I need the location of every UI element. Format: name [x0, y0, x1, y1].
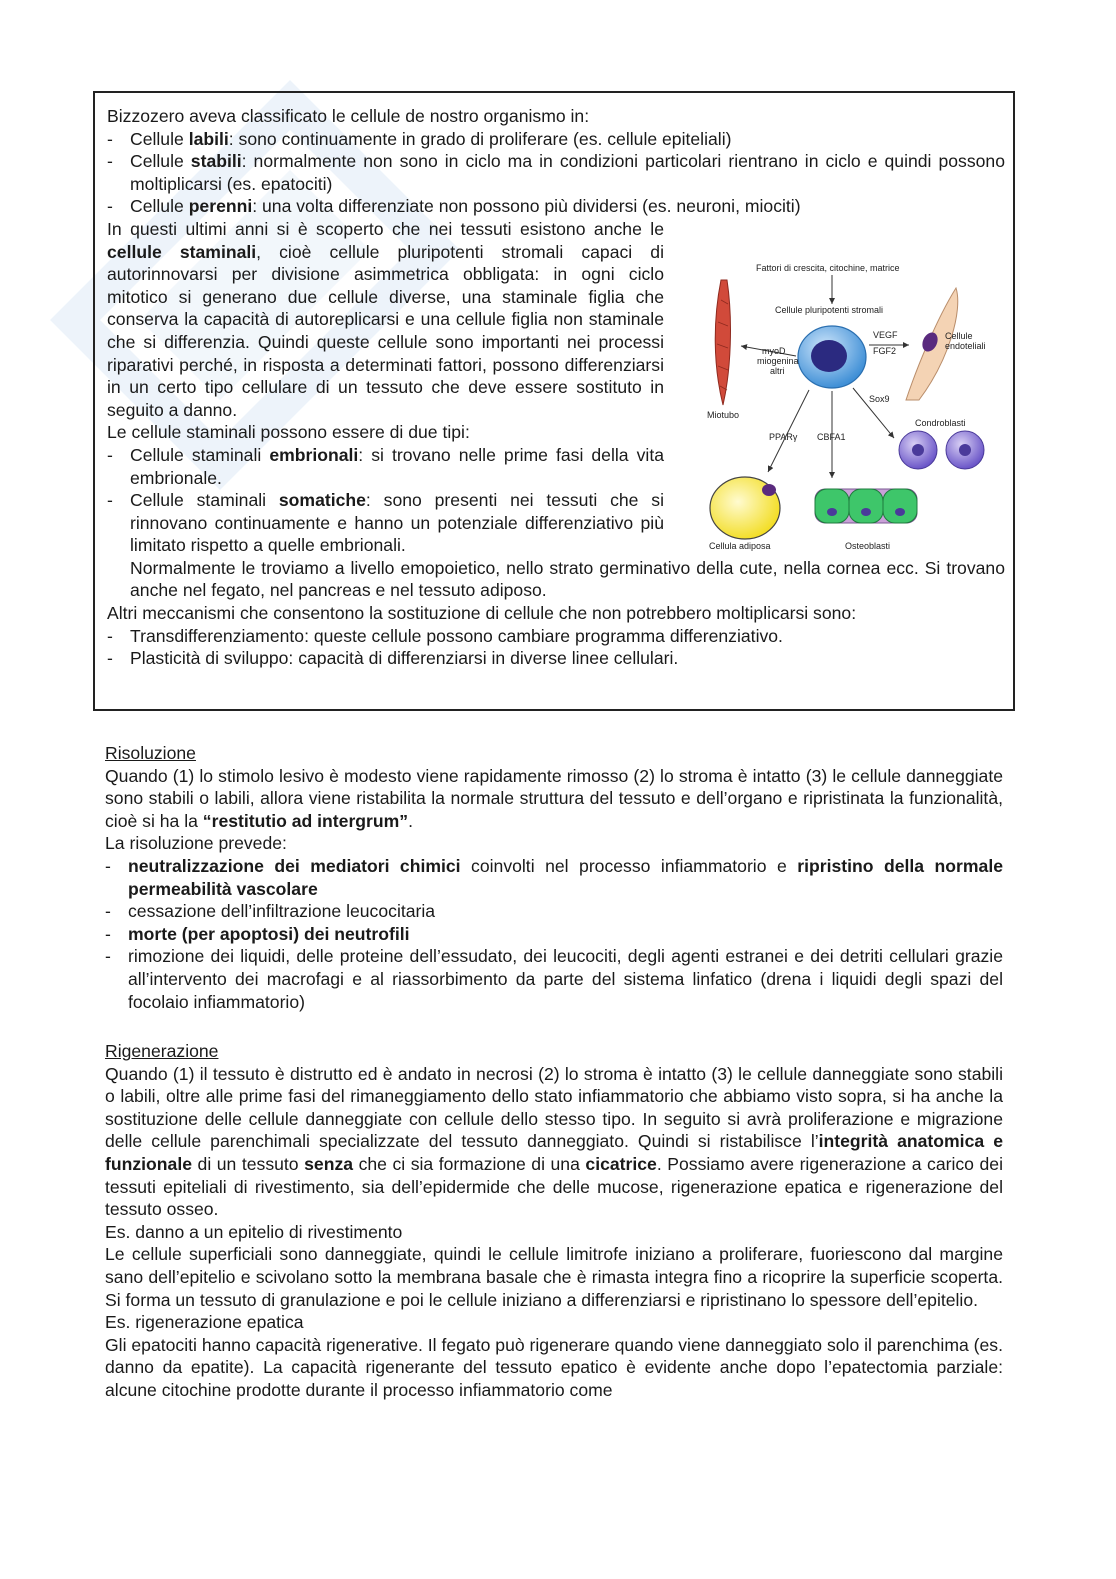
tipi-intro: Le cellule staminali possono essere di due tipi:: [107, 422, 470, 443]
risoluzione-list: [105, 855, 1003, 1013]
somatiche-continuation: Normalmente le troviamo a livello emopoietico, nello strato germinativo della cute, nella cornea ecc. Si trovano anche nel fegato, nel pancreas e nel tessuto adiposo.: [130, 557, 1005, 601]
label-miotubo: Miotubo: [707, 410, 740, 420]
label-fgf2: FGF2: [873, 346, 897, 356]
label-condroblasti: Condroblasti: [915, 418, 966, 428]
label-miogenina: miogenina: [757, 356, 799, 366]
label-sox9: Sox9: [869, 394, 890, 404]
risoluzione-title: Risoluzione: [105, 743, 196, 763]
list-item: - Cellule stabili: normalmente non sono in ciclo ma in condizioni particolari rientrano in ciclo e quindi possono moltiplicarsi (es. epatociti): [107, 150, 1005, 195]
altri-intro: Altri meccanismi che consentono la sostituzione di cellule che non potrebbero moltiplicarsi sono:: [107, 603, 857, 624]
example-epatica-heading: Es. rigenerazione epatica: [105, 1312, 304, 1333]
other-mechanisms-list: [107, 625, 1005, 670]
example-epitelio-heading: Es. danno a un epitelio di rivestimento: [105, 1221, 403, 1242]
label-endo-1: Cellule: [945, 331, 973, 341]
stem-types-list: [107, 444, 664, 557]
risoluzione-paragraph: Quando (1) lo stimolo lesivo è modesto viene rapidamente rimosso (2) lo stroma è intatto (3) le cellule danneggiate sono stabili o labili, allora viene ristabilita la normale struttura del tessuto e dell’organo e ripristinata la funzionalità, cioè si ha la “restitutio ad intergrum”.: [105, 765, 1003, 831]
list-item: - morte (per apoptosi) dei neutrofili: [105, 923, 1003, 946]
risoluzione-prevede: La risoluzione prevede:: [105, 833, 287, 854]
rigenerazione-section: [105, 1040, 1003, 1402]
label-osteoblasti: Osteoblasti: [845, 541, 891, 551]
stem-cell-icon: [798, 326, 866, 388]
chondroblast-icon: [899, 431, 984, 469]
staminali-paragraph: In questi ultimi anni si è scoperto che nei tessuti esistono anche le cellule staminali, cioè cellule pluripotenti stromali capaci di autorinnovarsi per divisione asimmetrica obbligata: in ogni ciclo mitotico si generano due cellule diverse, una staminale figlia che conserva la capacità di autoreplicarsi e una cellule figlia non staminale che si differenzia. Quindi queste cellule sono importanti nei processi riparativi perché, in risposta a determinati fattori, possono differenziarsi in un certo tipo cellulare di un tessuto che deve essere sostituto in seguito a danno.: [107, 218, 664, 420]
label-endo-2: endoteliali: [945, 341, 986, 351]
list-item: - Cellule perenni: una volta differenziate non possono più dividersi (es. neuroni, miociti): [107, 195, 1005, 218]
miotubo-icon: [715, 280, 730, 405]
list-item: - Plasticità di sviluppo: capacità di differenziarsi in diverse linee cellulari.: [107, 647, 1005, 670]
label-vegf: VEGF: [873, 330, 898, 340]
list-item: - rimozione dei liquidi, delle proteine dell’essudato, dei leucociti, degli agenti estranei e dei detriti cellulari grazie all’intervento dei macrofagi e al riassorbimento da parte del sistema linfatico (drena i liquidi degli spazi del focolaio infiammatorio): [105, 945, 1003, 1013]
label-ppar: PPARγ: [769, 432, 798, 442]
arrow-ppar: [768, 390, 809, 472]
list-item: - cessazione dell’infiltrazione leucocitaria: [105, 900, 1003, 923]
list-item: - neutralizzazione dei mediatori chimici coinvolti nel processo infiammatorio e ripristino della normale permeabilità vascolare: [105, 855, 1003, 900]
cell-classes-list: [107, 128, 1005, 218]
box-intro: Bizzozero aveva classificato le cellule de nostro organismo in:: [107, 106, 590, 126]
list-item: - Cellule staminali embrionali: si trovano nelle prime fasi della vita embrionale.: [107, 444, 664, 489]
label-adiposa: Cellula adiposa: [709, 541, 771, 551]
label-cbfa1: CBFA1: [817, 432, 846, 442]
label-myod: myoD: [762, 346, 786, 356]
epitelio-paragraph: Le cellule superficiali sono danneggiate, quindi le cellule limitrofe iniziano a proliferare, fuoriescono dal margine sano dell’epitelio e scivolano sotto la membrana basale che è rimasta integra fino a ricoprire la superficie scoperta. Si forma un tessuto di granulazione e poi le cellule iniziano a differenziarsi e ripristinano lo spessore dell’epitelio.: [105, 1244, 1003, 1310]
list-item: - Cellule staminali somatiche: sono presenti nei tessuti che si rinnovano continuamente e hanno un potenziale differenziativo più limitato rispetto a quelle embrionali.: [107, 489, 664, 557]
label-growth-factors: Fattori di crescita, citochine, matrice: [756, 263, 900, 273]
rigenerazione-title: Rigenerazione: [105, 1041, 219, 1061]
list-item: - Cellule labili: sono continuamente in grado di proliferare (es. cellule epiteliali): [107, 128, 1005, 151]
osteoblast-icon: [815, 489, 917, 523]
risoluzione-section: [105, 742, 1003, 1013]
label-altri: altri: [770, 366, 785, 376]
adipose-cell-icon: [710, 477, 780, 539]
list-item: - Transdifferenziamento: queste cellule possono cambiare programma differenziativo.: [107, 625, 1005, 648]
stem-cell-diagram: [701, 250, 1001, 565]
epatica-paragraph: Gli epatociti hanno capacità rigenerative. Il fegato può rigenerare quando viene danneggiato solo il parenchima (es. danno da epatite). La capacità rigenerante del tessuto epatico è evidente anche dopo l’epatectomia parziale: alcune citochine prodotte durante il processo infiammatorio come: [105, 1334, 1003, 1400]
rigenerazione-paragraph: Quando (1) il tessuto è distrutto ed è andato in necrosi (2) lo stroma è intatto (3) le cellule danneggiate sono stabili o labili, oltre alle prime fasi del rimaneggiamento dello stato infiammatorio che abbiamo visto sopra, si ha anche la sostituzione delle cellule danneggiate con cellule dello stesso tipo. In seguito si avrà proliferazione e migrazione delle cellule parenchimali specializzate del tessuto danneggiato. Quindi si ristabilisce l’integrità anatomica e funzionale di un tessuto senza che ci sia formazione di una cicatrice. Possiamo avere rigenerazione a carico dei tessuti epiteliali di rivestimento, sia dell’epidermide che delle mucose, rigenerazione epatica e rigenerazione del tessuto osseo.: [105, 1063, 1003, 1220]
label-pluripotent: Cellule pluripotenti stromali: [775, 305, 884, 315]
